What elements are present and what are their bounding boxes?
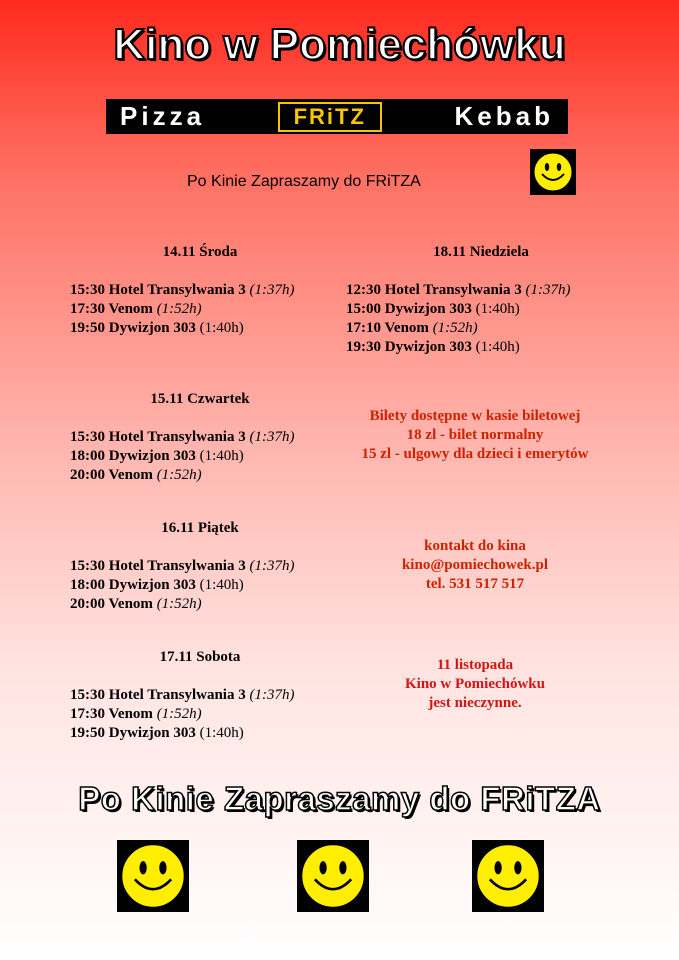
showing — [70, 705, 330, 724]
day-block-thursday — [70, 390, 330, 485]
showing-duration: (1:37h) — [249, 429, 295, 445]
showing — [70, 466, 330, 485]
ticket-info — [335, 407, 615, 464]
ticket-info-line: Bilety dostępne w kasie biletowej — [369, 408, 581, 424]
day-block-wednesday — [70, 243, 330, 338]
showing-duration: (1:40h) — [199, 448, 244, 464]
showing-title: 19:30 Dywizjon 303 — [346, 339, 472, 355]
showing — [70, 724, 330, 743]
day-heading: 18.11 Niedziela — [433, 244, 529, 260]
showing — [70, 281, 330, 300]
showing-title: 17:10 Venom — [346, 320, 429, 336]
showing-title: 12:30 Hotel Transylwania 3 — [346, 282, 522, 298]
showing — [70, 686, 330, 705]
showing-title: 15:30 Hotel Transylwania 3 — [70, 429, 246, 445]
day-block-friday — [70, 519, 330, 614]
day-heading: 15.11 Czwartek — [150, 391, 250, 407]
showing — [70, 576, 330, 595]
day-heading: 16.11 Piątek — [161, 520, 239, 536]
pizza-fritz-kebab-banner — [106, 99, 568, 134]
showing-title: 19:50 Dywizjon 303 — [70, 725, 196, 741]
showing-duration: (1:37h) — [249, 558, 295, 574]
showing — [70, 447, 330, 466]
banner-kebab: Kebab — [454, 101, 554, 131]
showing — [70, 319, 330, 338]
showing-title: 17:30 Venom — [70, 706, 153, 722]
showing-duration: (1:40h) — [199, 725, 244, 741]
ticket-info-line: 15 zl - ulgowy dla dzieci i emerytów — [361, 446, 589, 462]
ticket-info-line: 18 zl - bilet normalny — [406, 427, 544, 443]
showing-duration: (1:37h) — [525, 282, 571, 298]
day-heading: 17.11 Sobota — [159, 649, 241, 665]
showing — [70, 428, 330, 447]
showing-duration: (1:52h) — [432, 320, 478, 336]
showing-duration: (1:37h) — [249, 687, 295, 703]
contact-phone: tel. 531 517 517 — [425, 576, 525, 592]
smiley-face-icon — [117, 840, 189, 912]
tagline-big: Po Kinie Zapraszamy do FRiTZA — [78, 780, 601, 817]
closure-notice — [335, 656, 615, 713]
showing-title: 15:30 Hotel Transylwania 3 — [70, 558, 246, 574]
showing-duration: (1:40h) — [475, 301, 520, 317]
closure-notice-line: jest nieczynne. — [428, 695, 522, 711]
showing-duration: (1:40h) — [475, 339, 520, 355]
showing — [346, 300, 616, 319]
banner-pizza: Pizza — [120, 101, 206, 131]
banner-fritz-logo: FRiTZ — [278, 102, 382, 132]
showing-duration: (1:52h) — [156, 596, 202, 612]
smiley-face-icon — [297, 840, 369, 912]
showing — [346, 281, 616, 300]
showing — [346, 319, 616, 338]
smiley-face-icon — [472, 840, 544, 912]
showing-title: 15:00 Dywizjon 303 — [346, 301, 472, 317]
showing-duration: (1:40h) — [199, 577, 244, 593]
showing-title: 15:30 Hotel Transylwania 3 — [70, 687, 246, 703]
day-block-saturday — [70, 648, 330, 743]
closure-notice-line: 11 listopada — [436, 657, 514, 673]
smiley-face-icon — [530, 149, 576, 195]
contact-info — [335, 537, 615, 594]
showing — [70, 557, 330, 576]
showing-title: 18:00 Dywizjon 303 — [70, 577, 196, 593]
page-title: Kino w Pomiechówku — [113, 20, 566, 69]
showing-title: 18:00 Dywizjon 303 — [70, 448, 196, 464]
showing-title: 20:00 Venom — [70, 596, 153, 612]
showing-duration: (1:52h) — [156, 706, 202, 722]
showing — [70, 595, 330, 614]
closure-notice-line: Kino w Pomiechówku — [404, 676, 545, 692]
showing-duration: (1:40h) — [199, 320, 244, 336]
day-heading: 14.11 Środa — [162, 244, 238, 260]
showing — [346, 338, 616, 357]
showing-title: 20:00 Venom — [70, 467, 153, 483]
showing-title: 19:50 Dywizjon 303 — [70, 320, 196, 336]
showing — [70, 300, 330, 319]
showing-duration: (1:52h) — [156, 301, 202, 317]
contact-email: kino@pomiechowek.pl — [401, 557, 549, 573]
showing-duration: (1:52h) — [156, 467, 202, 483]
day-block-sunday — [346, 243, 616, 357]
tagline-small: Po Kinie Zapraszamy do FRiTZA — [187, 173, 421, 190]
showing-title: 17:30 Venom — [70, 301, 153, 317]
contact-heading: kontakt do kina — [424, 538, 526, 554]
showing-title: 15:30 Hotel Transylwania 3 — [70, 282, 246, 298]
showing-duration: (1:37h) — [249, 282, 295, 298]
